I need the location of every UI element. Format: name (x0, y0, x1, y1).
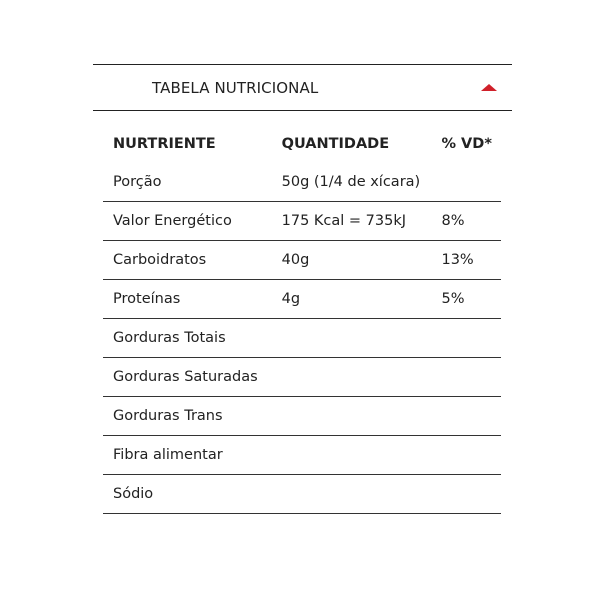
table-row (103, 163, 501, 202)
vd-cell: 13% (431, 241, 501, 280)
nutrient-cell: Gorduras Trans (103, 397, 272, 436)
nutrient-cell: Fibra alimentar (103, 436, 272, 475)
accordion-title: TABELA NUTRICIONAL (152, 78, 319, 97)
nutrition-accordion (93, 64, 512, 111)
quantity-cell (272, 436, 432, 475)
table-row (103, 358, 501, 397)
quantity-cell (272, 319, 432, 358)
table-row (103, 436, 501, 475)
column-header-vd: % VD* (441, 136, 492, 152)
column-header-nutrient: NURTRIENTE (113, 136, 216, 152)
table-row (103, 280, 501, 319)
quantity-cell (272, 358, 432, 397)
vd-cell (431, 358, 501, 397)
table-row (103, 241, 501, 280)
quantity-cell: 4g (272, 280, 432, 319)
nutrient-cell: Carboidratos (103, 241, 272, 280)
table-header-row (103, 125, 501, 163)
quantity-cell (272, 397, 432, 436)
nutrient-cell: Proteínas (103, 280, 272, 319)
table-row (103, 397, 501, 436)
vd-cell (431, 397, 501, 436)
nutrient-cell: Sódio (103, 475, 272, 514)
vd-cell: 8% (431, 202, 501, 241)
quantity-cell: 40g (272, 241, 432, 280)
vd-cell: 5% (431, 280, 501, 319)
nutrient-cell: Porção (113, 174, 162, 190)
nutrient-cell: Gorduras Saturadas (103, 358, 272, 397)
vd-cell (431, 436, 501, 475)
quantity-cell: 50g (1/4 de xícara) (281, 174, 421, 190)
accordion-toggle[interactable] (93, 64, 512, 111)
table-row (103, 475, 501, 514)
nutrient-cell: Gorduras Totais (103, 319, 272, 358)
quantity-cell: 175 Kcal = 735kJ (272, 202, 432, 241)
vd-cell (431, 319, 501, 358)
quantity-cell (272, 475, 432, 514)
caret-up-icon[interactable] (481, 84, 497, 91)
vd-cell (431, 475, 501, 514)
nutrition-table (103, 125, 501, 514)
table-row (103, 202, 501, 241)
nutrient-cell: Valor Energético (103, 202, 272, 241)
table-row (103, 319, 501, 358)
column-header-quantity: QUANTIDADE (281, 136, 390, 152)
vd-cell (431, 163, 501, 202)
